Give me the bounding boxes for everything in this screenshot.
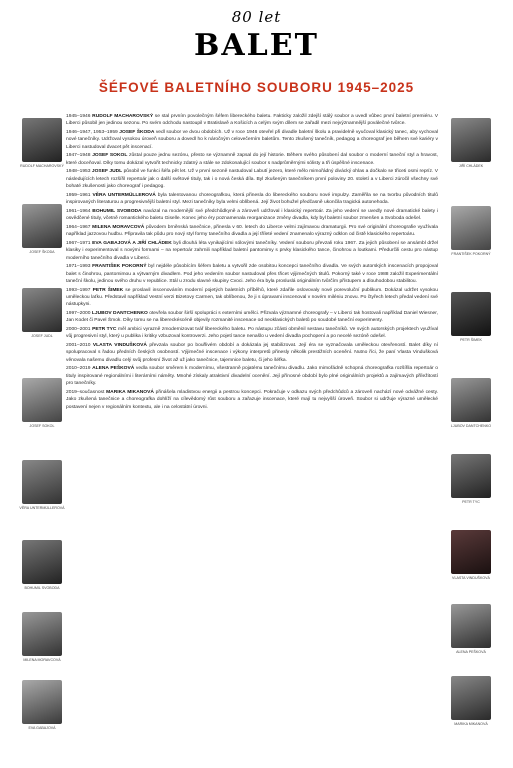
entry-years: 2000–2001 (66, 327, 91, 333)
portrait-photo (451, 604, 491, 648)
photo-caption: EVA GABAJOVÁ (28, 726, 56, 730)
portrait-photo (451, 454, 491, 498)
entry-years: 1959–1961 (66, 192, 91, 198)
photo-caption: PETR TYC (462, 500, 480, 504)
photo-caption: ALENA PEŠKOVÁ (456, 650, 486, 654)
photo-caption: BOHUMIL SVOBODA (24, 586, 60, 590)
director-entry (66, 326, 438, 341)
portrait-photo (22, 540, 62, 584)
entry-name: RUDOLF MACHAROVSKÝ (92, 114, 154, 119)
portrait-photo (22, 612, 62, 656)
director-entry (66, 168, 438, 190)
entry-years: 1964–1967 (66, 224, 91, 230)
entry-name: MARIKA MIKANOVÁ (106, 389, 154, 395)
photo-caption: FRANTIŠEK POKORNÝ (451, 252, 491, 256)
portrait-photo (22, 288, 62, 332)
entry-text: působil ve funkci šéfa pět let. Už v první sezoně nastudoval Labutí jezero, které mělo mimořádný divácký ohlas a dočkalo se třiceti osmi repríz. V následujících letech rozšířil repertoár jak o další světové tituly, tak i o nová česká díla. Byl zkušeným tanečníkem první poloviny 20. století a v Liberci zúročil všechny své bohaté zkušenosti jako choreograf i pedagog. (66, 169, 438, 190)
portrait-photo (22, 204, 62, 248)
photo-caption: MILENA MORAVCOVÁ (23, 658, 61, 662)
portrait-photo (22, 680, 62, 724)
director-entry (66, 310, 438, 325)
photo-caption: PETR ŠIMEK (460, 338, 482, 342)
entry-years: 1967–1971 (66, 240, 91, 246)
entry-text: se proslavil inscenováním moderní pojetých baletních příběhů, které zdařile oslovovaly nové porevoluční publikum. Dokázal udržet vysokou uměleckou laťku. Představil například Vestní verzi Bizetovy Carmen, tak oblíbenou, že ji s úpravami inscenoval v novém miléniu znovu. Po čtyřech letech předal vedení své nástupkyni. (66, 287, 438, 308)
entry-years: 1961–1964 (66, 208, 91, 214)
photo-caption: RUDOLF MACHAROVSKÝ (20, 164, 64, 168)
entry-years: 1946–1947, 1953–1959 (66, 130, 118, 135)
entry-text: byla talentovanou choreografkou, která přinesla do libereckého souboru nové impulzy. Zaměřila se na tvorbu původních titulů inspirovaných literaturou a progresivnější baletní styl. Mezi tanečníky byla velmi oblíbená. Její život bohužel předčasně ukončila tragická autonehoda. (66, 192, 438, 206)
page-title: ŠÉFOVÉ BALETNÍHO SOUBORU 1945–2025 (98, 80, 415, 95)
header (0, 0, 513, 96)
director-entry (66, 389, 438, 411)
portrait-photo (22, 460, 62, 504)
entry-name: PETR ŠIMEK (92, 287, 124, 293)
anniversary-label: 80 let (231, 8, 282, 26)
entry-text: přinášela mladistvou energii a pestrou koncepci. Pokračuje v odkazu svých předchůdců a zároveň nachází nové odvážné cesty. Jako zkušená tanečnice a choreografka dohlíží na cílevědomý růst souboru a zařazuje inscenace, které mají tu nejvyšší úroveň. Soubor si udržuje výrazné umělecké postavení nejen v regionálním kontextu, ale i na celostátní úrovni. (66, 389, 438, 410)
entry-text: byli dlouhá léta vynikajícími sólovými tanečníky. Vedení souboru převzali roku 1967. Za jejich působení se ansámbl držel klasiky i experimentoval s novými formami – na repertoár zahrnili například baletní pantomimy s prvky klasického tance, činohrou a loutkami. Předurčili cestu pro nástup moderního tanečního divadla v Liberci. (66, 240, 438, 261)
portrait-photo (22, 118, 62, 162)
photo-caption: JOSEF ŠKODA (29, 250, 55, 254)
entry-years: 2019–současnost (66, 389, 105, 395)
entry-text: měl ambici vyrazně zmodernizovat tvář libereckého baletu. Po nástupu zčásti obměnil sestavu tanečníků. Ve svých autorských projektech využíval vůj progresivní styl, který u publika i kritiky vzbuzoval kontroverzi. Jeho pojetí tance nenašlo u vedení divadla pochopení a po necelé sezóně odešel. (66, 327, 438, 340)
portrait-photo (451, 676, 491, 720)
directors-text-column (66, 113, 438, 758)
entry-name: EVA GABAJOVÁ A JIŘÍ CHLÁDEK (92, 240, 172, 246)
entry-years: 1993–1997 (66, 287, 91, 293)
entry-years: 1945–1946 (66, 114, 91, 119)
director-entry (66, 240, 438, 262)
portrait-photo (451, 530, 491, 574)
entry-text: navázal na modernější své předchůdkyně a zároveň udržoval i klasický repertoár. Za jeho vedení se uvedly nové dramatické balety i osvědčené tituly, včetně romantického baletu Giselle. Konec jeho éry poznamenala reorganizace změny divadla, kdy byl baletní soubor zmenšen a Svoboda odešel. (66, 208, 438, 222)
entry-name: FRANTIŠEK POKORNÝ (92, 264, 147, 270)
photo-caption: JOSEF SOKOL (29, 424, 55, 428)
entry-text: vedl soubor ve dvou obdobích. Už v roce 1946 otevřel při divadle baletní školu a pravidelně vyučoval klasický tanec, aby vychoval nové tanečníky. Udržoval vysokou úroveň souboru a dovedl ho k náročným celovečerním baletům. Tento zkušený tanečník, pedagog a choreograf jen během své kariéry v Liberci nastudoval dvacet pět inscenací. (66, 130, 438, 150)
director-entry (66, 287, 438, 309)
entry-name: LJUBOV DANTCHENKO (91, 311, 148, 317)
portrait-photo (451, 378, 491, 422)
director-entry (66, 365, 438, 387)
director-entry (66, 192, 438, 207)
photo-caption: MARIKA MIKANOVÁ (454, 722, 488, 726)
entry-name: JOSEF SOKOL (92, 153, 128, 159)
entry-name: VĚRA UNTERMÜLLEROVÁ (92, 192, 156, 198)
portrait-photo (451, 206, 491, 250)
director-entry (66, 113, 438, 128)
director-entry (66, 263, 438, 285)
photo-caption: VĚRA UNTERMÜLLEROVÁ (19, 506, 65, 510)
balet-logo: BALET (194, 28, 319, 63)
portrait-photo (451, 292, 491, 336)
entry-text: převzala soubor po bouřlivém období a dokázala jej stabilizovat. Její éra se vyznačovala uměleckou otevřeností. Balet díky ní spolupracoval s řadou předních českých osobností. Výjimečné inscenace i výkony interpretů přinesly několik prestižních ocenění. Nutno říci, že paní Vlasta Vindušková věnovala našemu divadlu celý svůj profesní život až už jako tanečnice, tajemnice baletu, či jeho šéfka. (66, 343, 438, 363)
entry-name: PETR TYC (92, 327, 117, 333)
entry-name: BOHUMIL SVOBODA (92, 208, 142, 214)
entry-years: 1971–1993 (66, 264, 91, 270)
director-entry (66, 342, 438, 364)
entry-years: 2010–2019 (66, 366, 91, 372)
entry-years: 1997–2000 (66, 311, 91, 317)
photo-caption: LJUBOV DANTCHENKO (450, 424, 492, 428)
entry-text: zůstal pouze jednu sezónu, přesto se významně zapsal do její historie. Během svého působení dal soubor o moderní taneční styl a hravost, které doceňoval. Díky tomu dokázal vytvořit technicky zdatný a stále se zdokonalující soubor s nadprůměrnými sólisty a tři úspěšné inscenace. (66, 153, 438, 166)
photo-caption: JIŘÍ CHLÁDEK (458, 164, 484, 168)
photo-caption: JOSEF JUDL (31, 334, 53, 338)
entry-name: MILENA MORAVCOVÁ (92, 224, 145, 230)
portrait-photo (451, 118, 491, 162)
entry-text: otevřela soubor širší spolupráci s externími umělci. Přizvala významné choreografy – v Liberci tak hostovali například Daniel Wiesner, Jan Kodet či Pavel Šmok. Díky tomu se na libereckéscéně objevily rozmanité inscenace od neoklasických baletů po soudobé taneční experimenty. (66, 311, 438, 324)
portrait-photo (22, 378, 62, 422)
director-entry (66, 129, 438, 151)
entry-name: ALENA PEŠKOVÁ (92, 366, 135, 372)
director-entry (66, 208, 438, 223)
entry-years: 2001–2010 (66, 343, 91, 349)
entry-name: JOSEF ŠKODA (119, 130, 155, 135)
photo-caption: VLASTA VINDUŠKOVÁ (452, 576, 490, 580)
director-entry (66, 152, 438, 167)
entry-years: 1947–1948 (66, 153, 91, 159)
entry-text: se stal prvním povolečným šéfem libereckého baletu. Fakticky založil zdejší stálý soubor a uvedl vůbec první baletní premiéru. V Liberci působil jen jedinou sezonu. Po svém odchodu nastoupil v Bratislavě a Košicích a celým svým dílem se zařadil mezi nejvýznamnější poválečné tvůrce. (66, 114, 438, 127)
entry-text: vedla soubor směrem k modernímu, všestranně pojatému tanečnímu divadlu. Jako mimořádně schopná choreografka rozšířila repertoár o tituly inspirované regionálními i literárními náměty. Mnohé získaly atraktivní divadelní ocenění. Její přínosné období bylo plné originálních projektů a zajímavých příležitostí pro tanečníky. (66, 366, 438, 387)
entry-text: původem brněnská tanečnice, přinesla v 60. letech do Liberce velmi zajímavou dramaturgii. Pro své originální choreografie využívala například jazzovou hudbu. Připravila tak půdu pro nový styl formy tanečního divadla a její tříleté vedení znamenalo výrazný odklon od čistě klasického repertoáru. (66, 224, 438, 238)
entry-name: VLASTA VINDUŠKOVÁ (92, 343, 147, 349)
director-entry (66, 224, 438, 239)
entry-years: 1948–1953 (66, 169, 91, 175)
entry-text: byl nejdéle působícím šéfem baletu a vytvořil zde osobitou koncepci tanečního divadla. Ve svých autorských inscenacích propojoval balet s činohrou, pantomimou a výtvarným divadlem. Pod jeho vedením soubor nastudoval přes třicet výjimečných titulů. Pokorný také v roce 1988 založil Experimentální taneční školu, jedinou svého druhu v republice. Stál u zrodu slavné skupiny Cvoci. Jeho éra byla prosluslá originálním tvůrčím přístupem a dlouhodobou stabilitou. (66, 264, 438, 285)
entry-name: JOSEF JUDL (91, 169, 123, 175)
